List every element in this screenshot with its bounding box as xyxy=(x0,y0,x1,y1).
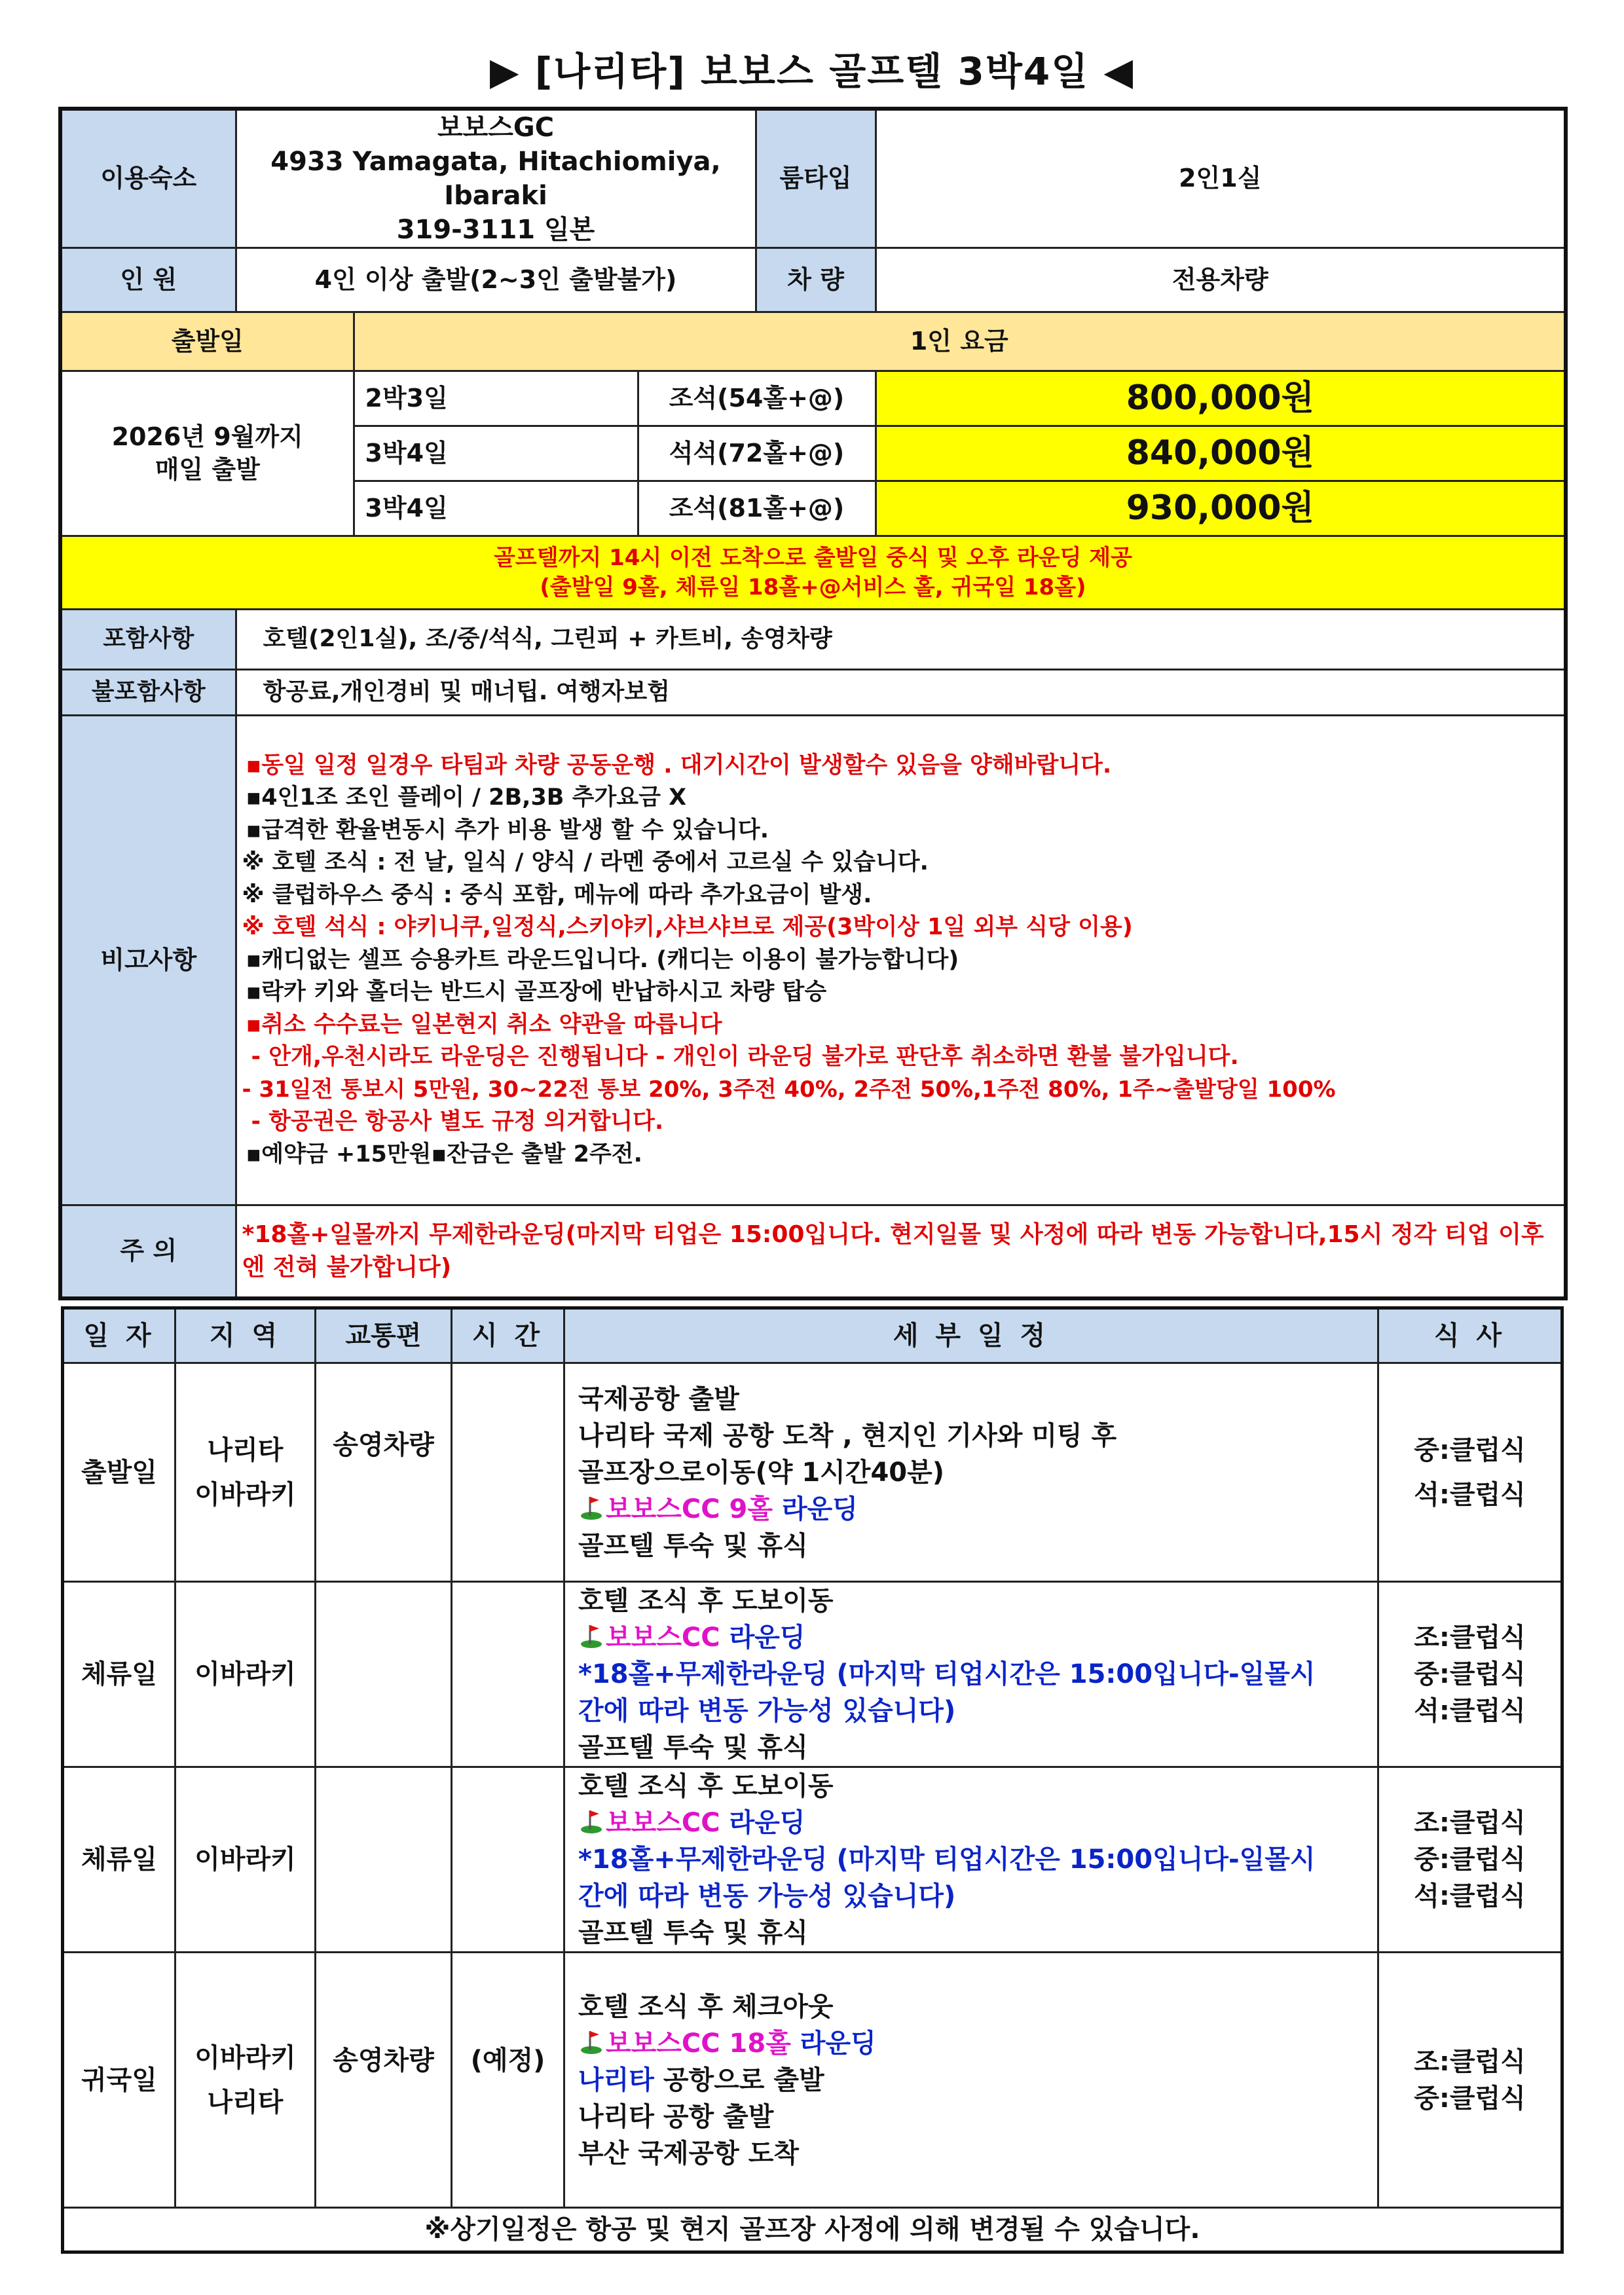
detail-line xyxy=(578,1619,1367,1656)
row-time xyxy=(452,1767,564,1953)
round-label: 라운딩 xyxy=(720,1808,805,1838)
arrival-notice-line: 골프텔까지 14시 이전 도착으로 출발일 중식 및 오후 라운딩 제공 xyxy=(494,545,1132,572)
remark-line: ▪취소 수수료는 일본현지 취소 약관을 따릅니다 xyxy=(246,1011,722,1038)
price-row-meal: 조석(54홀+@) xyxy=(638,371,876,426)
remarks-label: 비고사항 xyxy=(60,716,236,1205)
vehicle-value: 전용차량 xyxy=(876,248,1566,312)
row-details xyxy=(564,1767,1378,1953)
fee-header: 1인 요금 xyxy=(354,312,1566,371)
roomtype-label: 룸타입 xyxy=(756,109,876,248)
remark-line: ▪4인1조 조인 플레이 / 2B,3B 추가요금 X xyxy=(246,784,687,811)
meal-line: 조:클럽식 xyxy=(1414,1808,1526,1838)
remark-line: ※ 호텔 석식 : 야키니쿠,일정식,스키야키,샤브샤브로 제공(3박이상 1일 외부 식당 이용) xyxy=(242,914,1133,941)
region-line: 이바라키 xyxy=(194,2042,296,2073)
meal-line: 석:클럽식 xyxy=(1414,1696,1526,1726)
col-header-day: 일 자 xyxy=(63,1308,175,1363)
people-value: 4인 이상 출발(2~3인 출발불가) xyxy=(236,248,756,312)
col-header-time: 시 간 xyxy=(452,1308,564,1363)
itinerary-table xyxy=(61,1306,1564,2254)
lodging-address: 4933 Yamagata, Hitachiomiya, Ibaraki xyxy=(270,147,721,211)
meal-line: 조:클럽식 xyxy=(1414,2046,1526,2077)
vehicle-label: 차 량 xyxy=(756,248,876,312)
detail-line: 호텔 조식 후 도보이동 xyxy=(578,1771,834,1801)
departure-period-line: 매일 출발 xyxy=(155,454,260,484)
detail-line xyxy=(578,2062,1367,2099)
price-row-price: 840,000원 xyxy=(876,426,1566,481)
golf-course-name: 보보스CC 18홀 xyxy=(606,2028,791,2059)
lodging-label: 이용숙소 xyxy=(60,109,236,248)
caution-value: *18홀+일몰까지 무제한라운딩(마지막 티업은 15:00입니다. 현지일몰 및 사정에 따라 변동 가능합니다,15시 정각 티업 이후엔 전혀 불가합니다) xyxy=(236,1205,1566,1298)
price-row-nights: 2박3일 xyxy=(354,371,638,426)
schedule-footnote: ※상기일정은 항공 및 현지 골프장 사정에 의해 변경될 수 있습니다. xyxy=(63,2208,1562,2252)
lodging-value xyxy=(236,109,756,248)
price-row-meal: 석석(72홀+@) xyxy=(638,426,876,481)
departure-period xyxy=(60,371,354,536)
excluded-label: 불포함사항 xyxy=(60,670,236,716)
meal-line: 중:클럽식 xyxy=(1414,1659,1526,1689)
region-line: 나리타 xyxy=(207,1435,284,1465)
included-label: 포함사항 xyxy=(60,610,236,670)
detail-line: 간에 따라 변동 가능성 있습니다) xyxy=(578,1881,956,1911)
price-row-price: 930,000원 xyxy=(876,481,1566,536)
tour-info-table xyxy=(58,107,1568,1300)
golf-flag-icon xyxy=(578,1494,604,1520)
meal-line: 중:클럽식 xyxy=(1414,1435,1526,1465)
row-region: 이바라키 xyxy=(175,1582,316,1767)
region-line: 나리타 xyxy=(207,2087,284,2118)
detail-line: 골프텔 투숙 및 휴식 xyxy=(578,1530,808,1561)
row-time: (예정) xyxy=(452,1953,564,2208)
golf-flag-icon xyxy=(578,2029,604,2055)
departure-header: 출발일 xyxy=(60,312,354,371)
row-meals xyxy=(1378,1582,1562,1767)
row-region: 이바라키 xyxy=(175,1767,316,1953)
remark-line: ※ 호텔 조식 : 전 날, 일식 / 양식 / 라멘 중에서 고르실 수 있습니다. xyxy=(242,849,929,876)
row-day: 체류일 xyxy=(63,1582,175,1767)
lodging-name: 보보스GC xyxy=(437,113,555,143)
meal-line: 석:클럽식 xyxy=(1414,1479,1526,1510)
remark-line: ▪예약금 +15만원▪잔금은 출발 2주전. xyxy=(246,1141,642,1167)
detail-line: 골프텔 투숙 및 휴식 xyxy=(578,1733,808,1763)
meal-line: 석:클럽식 xyxy=(1414,1881,1526,1911)
round-label: 라운딩 xyxy=(720,1623,805,1653)
detail-line xyxy=(578,1805,1367,1841)
row-meals xyxy=(1378,1363,1562,1582)
col-header-transport: 교통편 xyxy=(316,1308,452,1363)
golf-flag-icon xyxy=(578,1808,604,1834)
itinerary-row xyxy=(63,1363,1562,1582)
row-meals xyxy=(1378,1953,1562,2208)
price-row-meal: 조석(81홀+@) xyxy=(638,481,876,536)
remark-line: ▪동일 일정 일경우 타팀과 차량 공동운행 . 대기시간이 발생할수 있음을 양해바랍니다. xyxy=(246,752,1112,779)
detail-line xyxy=(578,1491,1367,1528)
detail-line: 호텔 조식 후 도보이동 xyxy=(578,1586,834,1616)
remark-line: ▪락카 키와 홀더는 반드시 골프장에 반납하시고 차량 탑승 xyxy=(246,979,827,1006)
excluded-value: 항공료,개인경비 및 매너팁. 여행자보험 xyxy=(236,670,1566,716)
row-region xyxy=(175,1953,316,2208)
row-details xyxy=(564,1363,1378,1582)
people-label: 인 원 xyxy=(60,248,236,312)
detail-line: 간에 따라 변동 가능성 있습니다) xyxy=(578,1696,956,1726)
meal-line: 중:클럽식 xyxy=(1414,2083,1526,2114)
remark-line: - 항공권은 항공사 별도 규정 의거합니다. xyxy=(251,1109,664,1135)
region-line: 이바라키 xyxy=(194,1479,296,1510)
detail-line: *18홀+무제한라운딩 (마지막 티업시간은 15:00입니다-일몰시 xyxy=(578,1845,1316,1875)
row-time xyxy=(452,1363,564,1582)
detail-line: 국제공항 출발 xyxy=(578,1384,739,1414)
itinerary-row xyxy=(63,1582,1562,1767)
golf-course-name: 보보스CC xyxy=(606,1623,720,1653)
included-value: 호텔(2인1실), 조/중/석식, 그린피 + 카트비, 송영차량 xyxy=(236,610,1566,670)
row-transport: 송영차량 xyxy=(316,1363,452,1582)
remark-line: ▪캐디없는 셀프 승용카트 라운드입니다. (캐디는 이용이 불가능합니다) xyxy=(246,946,959,973)
remarks-content xyxy=(236,716,1566,1205)
golf-course-name: 보보스CC xyxy=(606,1808,720,1838)
itinerary-row xyxy=(63,1767,1562,1953)
round-label: 라운딩 xyxy=(790,2028,876,2059)
col-header-meals: 식 사 xyxy=(1378,1308,1562,1363)
row-region xyxy=(175,1363,316,1582)
itinerary-row xyxy=(63,1953,1562,2208)
caution-label: 주 의 xyxy=(60,1205,236,1298)
detail-line: 호텔 조식 후 체크아웃 xyxy=(578,1991,834,2022)
airport-name: 나리타 xyxy=(578,2065,654,2095)
lodging-postcode: 319-3111 일본 xyxy=(396,215,595,245)
meal-line: 조:클럽식 xyxy=(1414,1623,1526,1653)
detail-line: 골프장으로이동(약 1시간40분) xyxy=(578,1457,945,1488)
remark-line: ▪급격한 환율변동시 추가 비용 발생 할 수 있습니다. xyxy=(246,817,769,843)
row-details xyxy=(564,1582,1378,1767)
col-header-region: 지 역 xyxy=(175,1308,316,1363)
row-transport: 송영차량 xyxy=(316,1953,452,2208)
row-day: 출발일 xyxy=(63,1363,175,1582)
row-day: 귀국일 xyxy=(63,1953,175,2208)
golf-course-name: 보보스CC 9홀 xyxy=(606,1494,773,1524)
round-label: 라운딩 xyxy=(773,1494,858,1524)
row-details xyxy=(564,1953,1378,2208)
row-meals xyxy=(1378,1767,1562,1953)
arrival-notice xyxy=(60,536,1566,610)
arrival-notice-line: (출발일 9홀, 체류일 18홀+@서비스 홀, 귀국일 18홀) xyxy=(540,574,1086,600)
row-transport xyxy=(316,1767,452,1953)
row-day: 체류일 xyxy=(63,1767,175,1953)
detail-line: 나리타 공항 출발 xyxy=(578,2101,774,2132)
detail-line xyxy=(578,2025,1367,2062)
remark-line: - 안개,우천시라도 라운딩은 진행됩니다 - 개인이 라운딩 불가로 판단후 취소하면 환불 불가입니다. xyxy=(251,1044,1239,1071)
meal-line: 중:클럽식 xyxy=(1414,1845,1526,1875)
page-title: ▶ [나리타] 보보스 골프텔 3박4일 ◀ xyxy=(489,49,1135,94)
price-row-price: 800,000원 xyxy=(876,371,1566,426)
golf-flag-icon xyxy=(578,1623,604,1649)
detail-text: 공항으로 출발 xyxy=(654,2065,824,2095)
detail-line: 골프텔 투숙 및 휴식 xyxy=(578,1918,808,1948)
departure-period-line: 2026년 9월까지 xyxy=(111,422,303,452)
roomtype-value: 2인1실 xyxy=(876,109,1566,248)
price-row-nights: 3박4일 xyxy=(354,426,638,481)
detail-line: 나리타 국제 공항 도착 , 현지인 기사와 미팅 후 xyxy=(578,1420,1117,1451)
remark-line: - 31일전 통보시 5만원, 30~22전 통보 20%, 3주전 40%, 2주전 50%,1주전 80%, 1주~출발당일 100% xyxy=(242,1076,1336,1103)
detail-line: *18홀+무제한라운딩 (마지막 티업시간은 15:00입니다-일몰시 xyxy=(578,1659,1316,1689)
price-row-nights: 3박4일 xyxy=(354,481,638,536)
col-header-details: 세 부 일 정 xyxy=(564,1308,1378,1363)
detail-line: 부산 국제공항 도착 xyxy=(578,2138,799,2169)
row-time xyxy=(452,1582,564,1767)
row-transport xyxy=(316,1582,452,1767)
remark-line: ※ 클럽하우스 중식 : 중식 포함, 메뉴에 따라 추가요금이 발생. xyxy=(242,881,872,908)
